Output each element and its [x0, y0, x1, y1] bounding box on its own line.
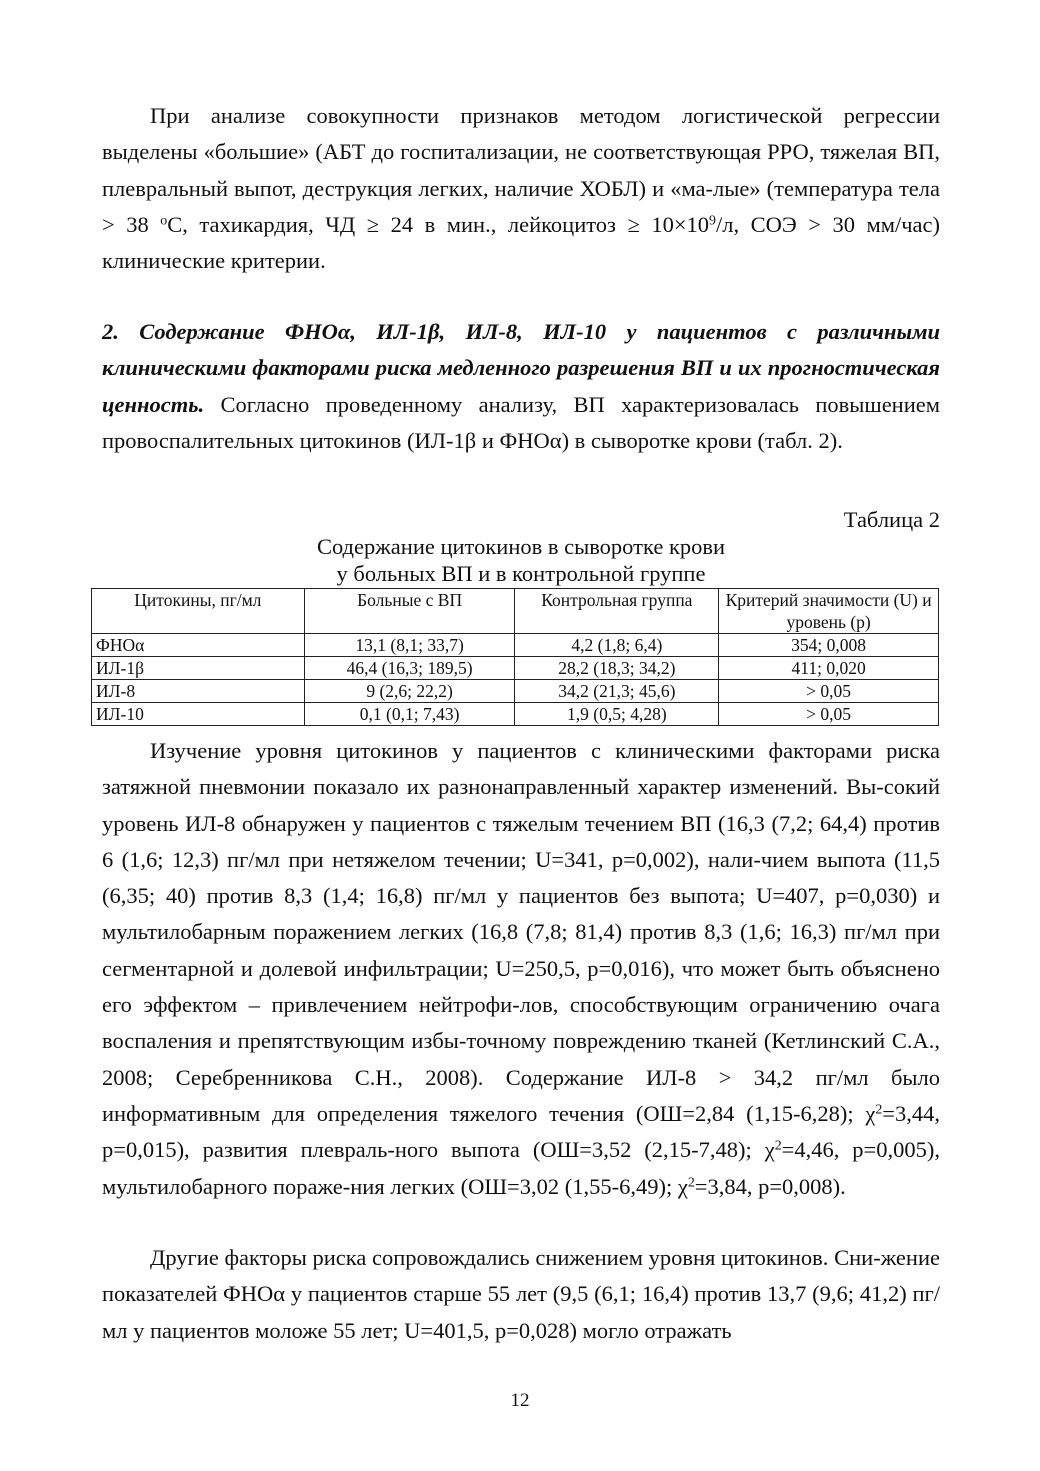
paragraph-other-factors: Другие факторы риска сопровождались снижением уровня цитокинов. Сни-жение показателей ФНОα у пациентов старше 55 лет (9,5 (6,1; 16,4) против 13,7 (9,6; 41,2) пг/мл у пациентов моложе 55 лет; U=401,5, p=0,028) могло отражать	[102, 1245, 940, 1343]
text-span: С, тахикардия, ЧД ≥ 24 в мин., лейкоцитоз ≥ 10×10	[167, 211, 710, 237]
table-header-cell: Цитокины, пг/мл	[92, 589, 305, 634]
table-row	[92, 703, 939, 726]
table-header-cell: Больные с ВП	[304, 589, 515, 634]
exponent-superscript: 9	[709, 213, 716, 229]
table-row	[92, 680, 939, 703]
table-cell: 411; 0,020	[719, 657, 939, 680]
paragraph-il8	[102, 733, 940, 1205]
table-title	[102, 533, 940, 587]
table-label: Таблица 2	[843, 507, 940, 532]
table-cell: 4,2 (1,8; 6,4)	[515, 634, 719, 657]
page-number: 12	[510, 1390, 530, 1411]
table-header-cell: Критерий значимости (U) и уровень (р)	[719, 589, 939, 634]
table-cell: 13,1 (8,1; 33,7)	[304, 634, 515, 657]
paragraph-criteria	[102, 98, 940, 279]
table-cell: > 0,05	[719, 703, 939, 726]
table-cell: ИЛ-10	[92, 703, 305, 726]
section-heading: 2. Содержание ФНОα, ИЛ-1β, ИЛ-8, ИЛ-10 у пациентов с различными клиническими факторами риска медленного разрешения ВП и их прогностическая ценность.	[102, 319, 940, 417]
table-title-line: Содержание цитокинов в сыворотке крови	[316, 534, 726, 559]
table-cell: 28,2 (18,3; 34,2)	[515, 657, 719, 680]
text-span: =3,84, p=0,008).	[694, 1173, 846, 1199]
table-cell: > 0,05	[719, 680, 939, 703]
table-cell: 0,1 (0,1; 7,43)	[304, 703, 515, 726]
table-cell: 9 (2,6; 22,2)	[304, 680, 515, 703]
text-span: При анализе совокупности признаков методом логистической регрессии выделены «большие» (АБТ до госпитализации, не соответствующая РРО, тяжелая ВП, плевральный выпот, деструкция легких, наличие ХОБЛ) и «ма-лые» (температура тела > 38	[102, 103, 940, 237]
table-header-row	[92, 589, 939, 634]
exponent-superscript: 2	[687, 1174, 695, 1190]
section-2-paragraph	[102, 314, 940, 459]
text-span: =4,46, p=0,005), мультилобарного пораже-ния легких (ОШ=3,02 (1,55-6,49); χ	[102, 1137, 940, 1199]
table-header-cell: Контрольная группа	[515, 589, 719, 634]
table-cell: 46,4 (16,3; 189,5)	[304, 657, 515, 680]
table-cell: 354; 0,008	[719, 634, 939, 657]
table-title-line: у больных ВП и в контрольной группе	[336, 561, 706, 586]
table-row	[92, 634, 939, 657]
table-cell: ИЛ-1β	[92, 657, 305, 680]
text-span: /л, СОЭ > 30 мм/час) клинические критерии.	[102, 211, 940, 274]
exponent-superscript: 2	[774, 1138, 782, 1154]
text-span: Изучение уровня цитокинов у пациентов с клиническими факторами риска затяжной пневмонии показало их разнонаправленный характер изменений. Вы-сокий уровень ИЛ-8 обнаружен у пациентов с тяжелым течением ВП (16,3 (7,2; 64,4) против 6 (1,6; 12,3) пг/мл при нетяжелом течении; U=341, p=0,002), нали-чием выпота (11,5 (6,35; 40) против 8,3 (1,4; 16,8) пг/мл у пациентов без выпота; U=407, p=0,030) и мультилобарным поражением легких (16,8 (7,8; 81,4) против 8,3 (1,6; 16,3) пг/мл при сегментарной и долевой инфильтрации; U=250,5, p=0,016), что может быть объяснено его эффектом – привлечением нейтрофи-лов, способствующим ограничению очага воспаления и препятствующим избы-точному повреждению тканей (Кетлинский С.А., 2008; Серебренникова С.Н., 2008). Содержание ИЛ-8 > 34,2 пг/мл было информативным для определения тяжелого течения (ОШ=2,84 (1,15-6,28); χ	[102, 738, 940, 1126]
table-cell: ФНОα	[92, 634, 305, 657]
table-cell: 34,2 (21,3; 45,6)	[515, 680, 719, 703]
section-body-text: Согласно проведенному анализу, ВП характеризовалась повышением провоспалительных цитокинов (ИЛ-1β и ФНОα) в сыворотке крови (табл. 2).	[102, 391, 940, 453]
exponent-superscript: 2	[875, 1102, 883, 1118]
text-span: =3,44, p=0,015), развития плевраль-ного выпота (ОШ=3,52 (2,15-7,48); χ	[102, 1100, 940, 1163]
table-cell: 1,9 (0,5; 4,28)	[515, 703, 719, 726]
cytokine-table	[91, 588, 939, 726]
table-row	[92, 657, 939, 680]
degree-superscript: o	[160, 213, 168, 229]
table-cell: ИЛ-8	[92, 680, 305, 703]
